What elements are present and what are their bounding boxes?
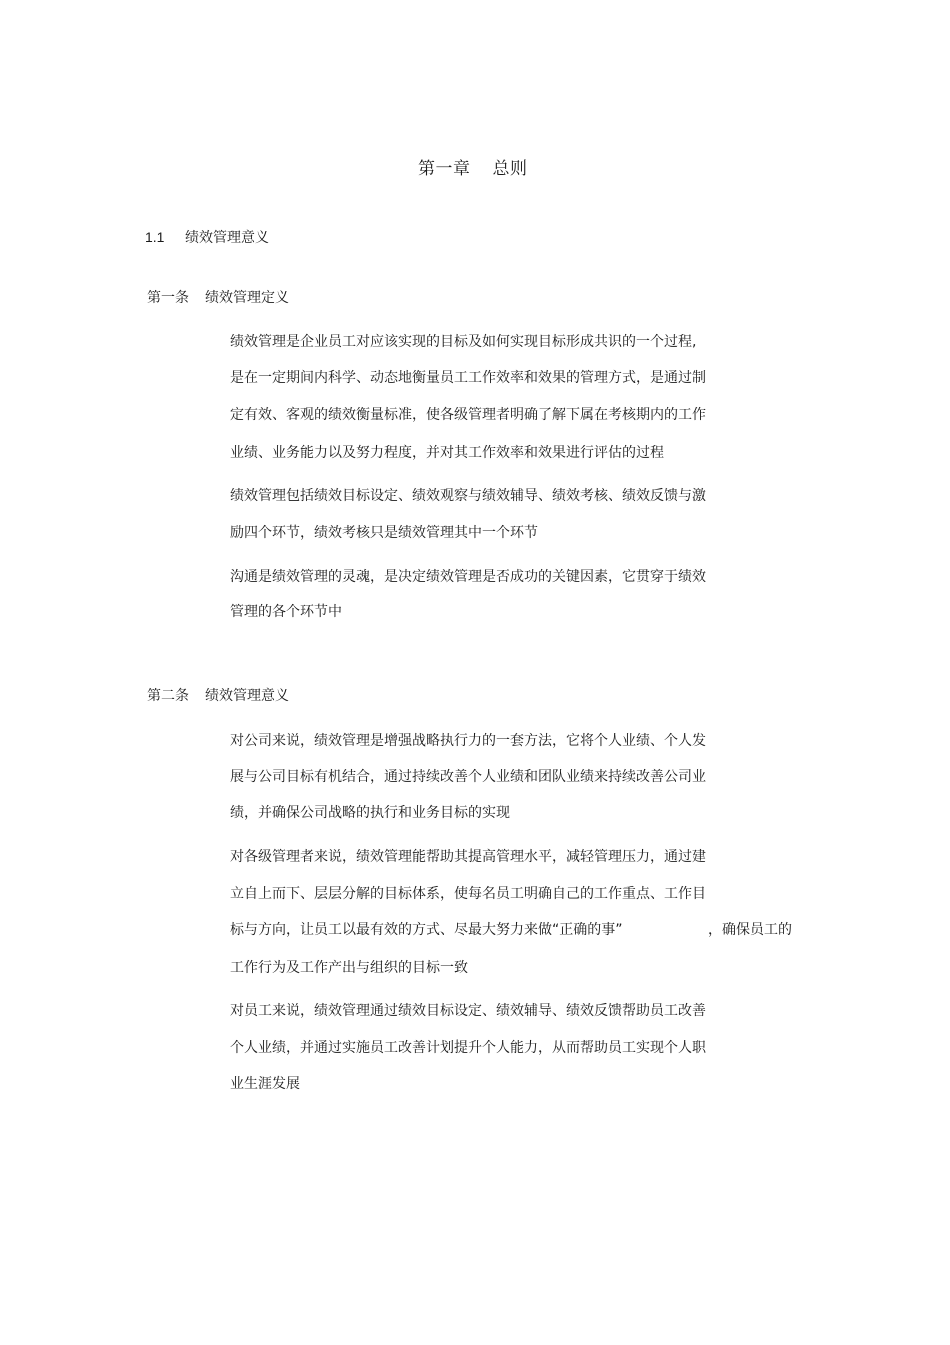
paragraph-line: 绩，并确保公司战略的执行和业务目标的实现 xyxy=(230,805,510,821)
paragraph-line: 沟通是绩效管理的灵魂，是决定绩效管理是否成功的关键因素，它贯穿于绩效 xyxy=(230,569,706,585)
paragraph-line: 业生涯发展 xyxy=(230,1076,300,1092)
paragraph-line: 对各级管理者来说，绩效管理能帮助其提高管理水平，减轻管理压力，通过建 xyxy=(230,849,706,865)
paragraph-line-tail: ，确保员工的 xyxy=(708,922,792,938)
section-number: 1.1 xyxy=(145,229,165,245)
paragraph-line: 个人业绩，并通过实施员工改善计划提升个人能力，从而帮助员工实现个人职 xyxy=(230,1040,706,1056)
paragraph-line: 励四个环节，绩效考核只是绩效管理其中一个环节 xyxy=(230,525,538,541)
chapter-title: 总则 xyxy=(492,159,528,179)
article-title: 绩效管理意义 xyxy=(205,688,289,704)
article-title: 绩效管理定义 xyxy=(205,290,289,306)
paragraph-line: 展与公司目标有机结合，通过持续改善个人业绩和团队业绩来持续改善公司业 xyxy=(230,769,706,785)
article-heading-1 xyxy=(147,287,289,307)
paragraph-line: 工作行为及工作产出与组织的目标一致 xyxy=(230,960,468,976)
chapter-label: 第一章 xyxy=(418,159,471,179)
paragraph-line: 定有效、客观的绩效衡量标准，使各级管理者明确了解下属在考核期内的工作 xyxy=(230,407,706,423)
paragraph-line: 对公司来说，绩效管理是增强战略执行力的一套方法，它将个人业绩、个人发 xyxy=(230,733,706,749)
paragraph-line: 管理的各个环节中 xyxy=(230,604,342,620)
paragraph-line: 是在一定期间内科学、动态地衡量员工工作效率和效果的管理方式，是通过制 xyxy=(230,370,706,386)
paragraph-line: 绩效管理是企业员工对应该实现的目标及如何实现目标形成共识的一个过程, xyxy=(230,334,697,350)
section-title: 绩效管理意义 xyxy=(185,230,269,246)
paragraph-line: 对员工来说，绩效管理通过绩效目标设定、绩效辅导、绩效反馈帮助员工改善 xyxy=(230,1003,706,1019)
paragraph-line: 标与方向，让员工以最有效的方式、尽最大努力来做“正确的事” xyxy=(230,922,623,938)
paragraph-line: 绩效管理包括绩效目标设定、绩效观察与绩效辅导、绩效考核、绩效反馈与激 xyxy=(230,488,706,504)
paragraph-line: 业绩、业务能力以及努力程度，并对其工作效率和效果进行评估的过程 xyxy=(230,445,664,461)
section-heading xyxy=(145,227,269,247)
article-label: 第一条 xyxy=(147,290,189,306)
article-label: 第二条 xyxy=(147,688,189,704)
paragraph-line: 立自上而下、层层分解的目标体系，使每名员工明确自己的工作重点、工作目 xyxy=(230,886,706,902)
chapter-heading xyxy=(418,154,528,179)
article-heading-2 xyxy=(147,685,289,705)
